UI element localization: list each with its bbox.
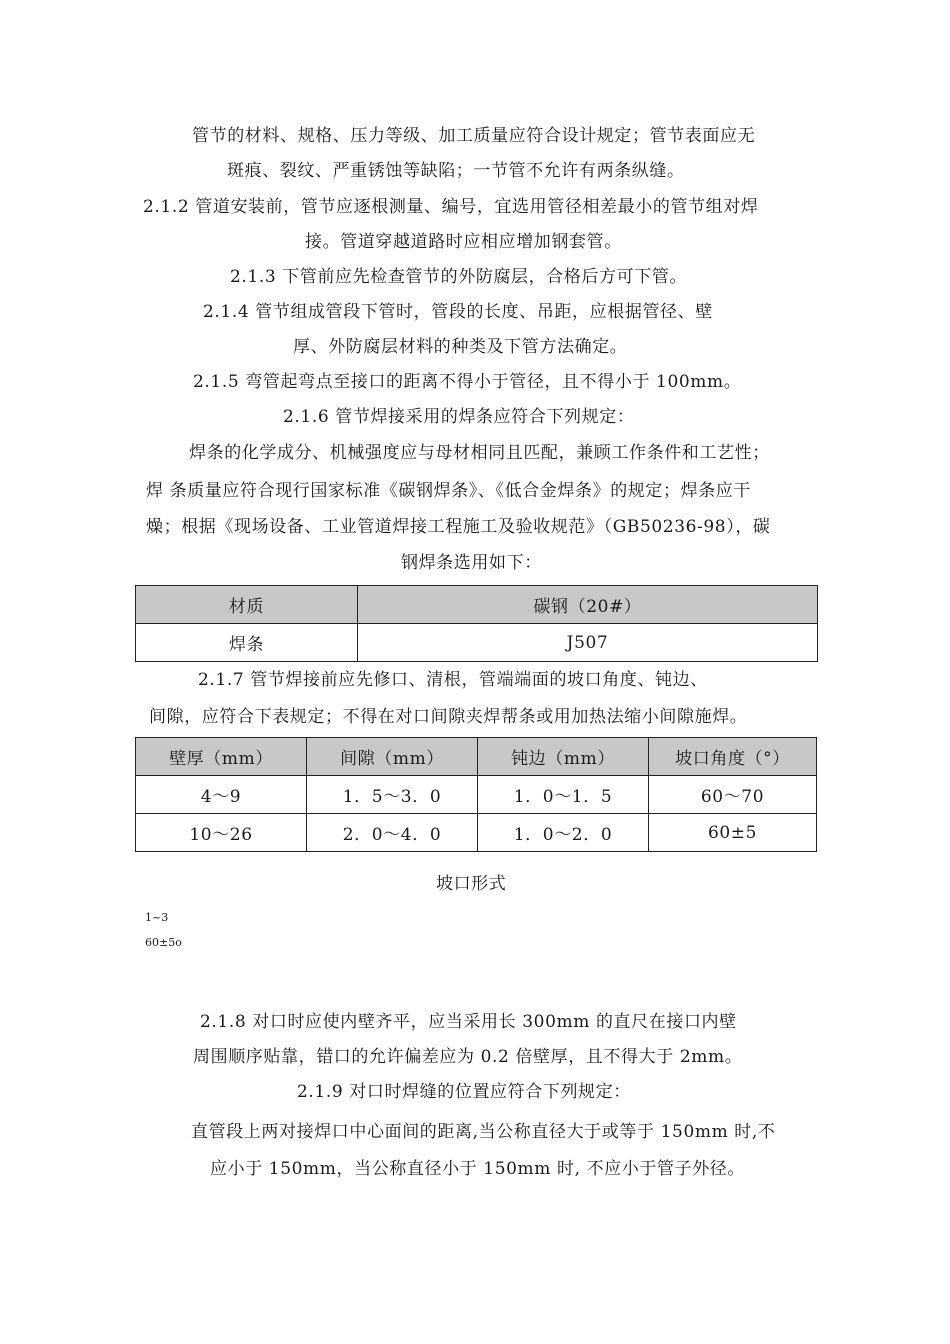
figure-label: 60±5o (145, 936, 182, 949)
table-cell: 焊条 (136, 624, 358, 662)
table-header-cell: 壁厚（mm） (136, 738, 307, 776)
table-cell: 4～9 (136, 776, 307, 814)
groove-table (135, 737, 817, 852)
paragraph-line: 焊条的化学成分、机械强度应与母材相同且匹配，兼顾工作条件和工艺性； (189, 443, 770, 463)
paragraph-line: 厚、外防腐层材料的种类及下管方法确定。 (293, 337, 628, 357)
paragraph-line: 焊 条质量应符合现行国家标准《碳钢焊条》、《低合金焊条》的规定；焊条应干 (146, 481, 752, 501)
table-cell: 1．5～3．0 (307, 776, 478, 814)
paragraph-line: 燥；根据《现场设备、工业管道焊接工程施工及验收规范》（GB50236-98），碳 (146, 517, 771, 537)
table-header-cell: 钝边（mm） (478, 738, 649, 776)
paragraph-line: 2.1.5 弯管起弯点至接口的距离不得小于管径，且不得小于 100mm。 (193, 372, 742, 392)
table-cell: J507 (358, 624, 818, 662)
paragraph-line: 钢焊条选用如下： (401, 553, 542, 573)
table-header-cell: 材质 (136, 586, 358, 624)
table-row (136, 776, 817, 814)
paragraph-line: 间隙，应符合下表规定；不得在对口间隙夹焊帮条或用加热法缩小间隙施焊。 (149, 707, 748, 727)
table-cell: 1．0～2．0 (478, 814, 649, 852)
table-header-row (136, 738, 817, 776)
table-header-row (136, 586, 818, 624)
paragraph-line: 2.1.3 下管前应先检查管节的外防腐层，合格后方可下管。 (230, 267, 688, 287)
table-header-cell: 间隙（mm） (307, 738, 478, 776)
paragraph-line: 2.1.4 管节组成管段下管时，管段的长度、吊距，应根据管径、壁 (203, 302, 713, 322)
paragraph-line: 2.1.6 管节焊接采用的焊条应符合下列规定： (283, 407, 635, 427)
table-cell: 60～70 (649, 776, 817, 814)
table-header-cell: 碳钢（20#） (358, 586, 818, 624)
table-cell: 1．0～1．5 (478, 776, 649, 814)
paragraph-line: 接。管道穿越道路时应相应增加钢套管。 (305, 232, 622, 252)
paragraph-line: 2.1.7 管节焊接前应先修口、清根，管端端面的坡口角度、钝边、 (198, 670, 708, 690)
table-cell: 60±5 (649, 814, 817, 852)
table-header-cell: 坡口角度（°） (649, 738, 817, 776)
electrode-table (135, 585, 818, 662)
figure-caption: 坡口形式 (436, 874, 507, 894)
table-row (136, 814, 817, 852)
paragraph-line: 斑痕、裂纹、严重锈蚀等缺陷；一节管不允许有两条纵缝。 (227, 161, 685, 181)
table-cell: 10～26 (136, 814, 307, 852)
paragraph-line: 2.1.9 对口时焊缝的位置应符合下列规定： (297, 1082, 631, 1102)
paragraph-line: 管节的材料、规格、压力等级、加工质量应符合设计规定；管节表面应无 (192, 126, 756, 146)
figure-label: 1~3 (145, 911, 169, 924)
paragraph-line: 直管段上两对接焊口中心面间的距离,当公称直径大于或等于 150mm 时,不 (191, 1122, 776, 1142)
paragraph-line: 周围顺序贴靠，错口的允许偏差应为 0.2 倍壁厚，且不得大于 2mm。 (193, 1047, 743, 1067)
paragraph-line: 2.1.8 对口时应使内壁齐平，应当采用长 300mm 的直尺在接口内壁 (200, 1012, 737, 1032)
paragraph-line: 2.1.2 管道安装前，管节应逐根测量、编号，宜选用管径相差最小的管节组对焊 (143, 197, 759, 217)
paragraph-line: 应小于 150mm，当公称直径小于 150mm 时, 不应小于管子外径。 (210, 1159, 745, 1179)
table-row (136, 624, 818, 662)
table-cell: 2．0～4．0 (307, 814, 478, 852)
